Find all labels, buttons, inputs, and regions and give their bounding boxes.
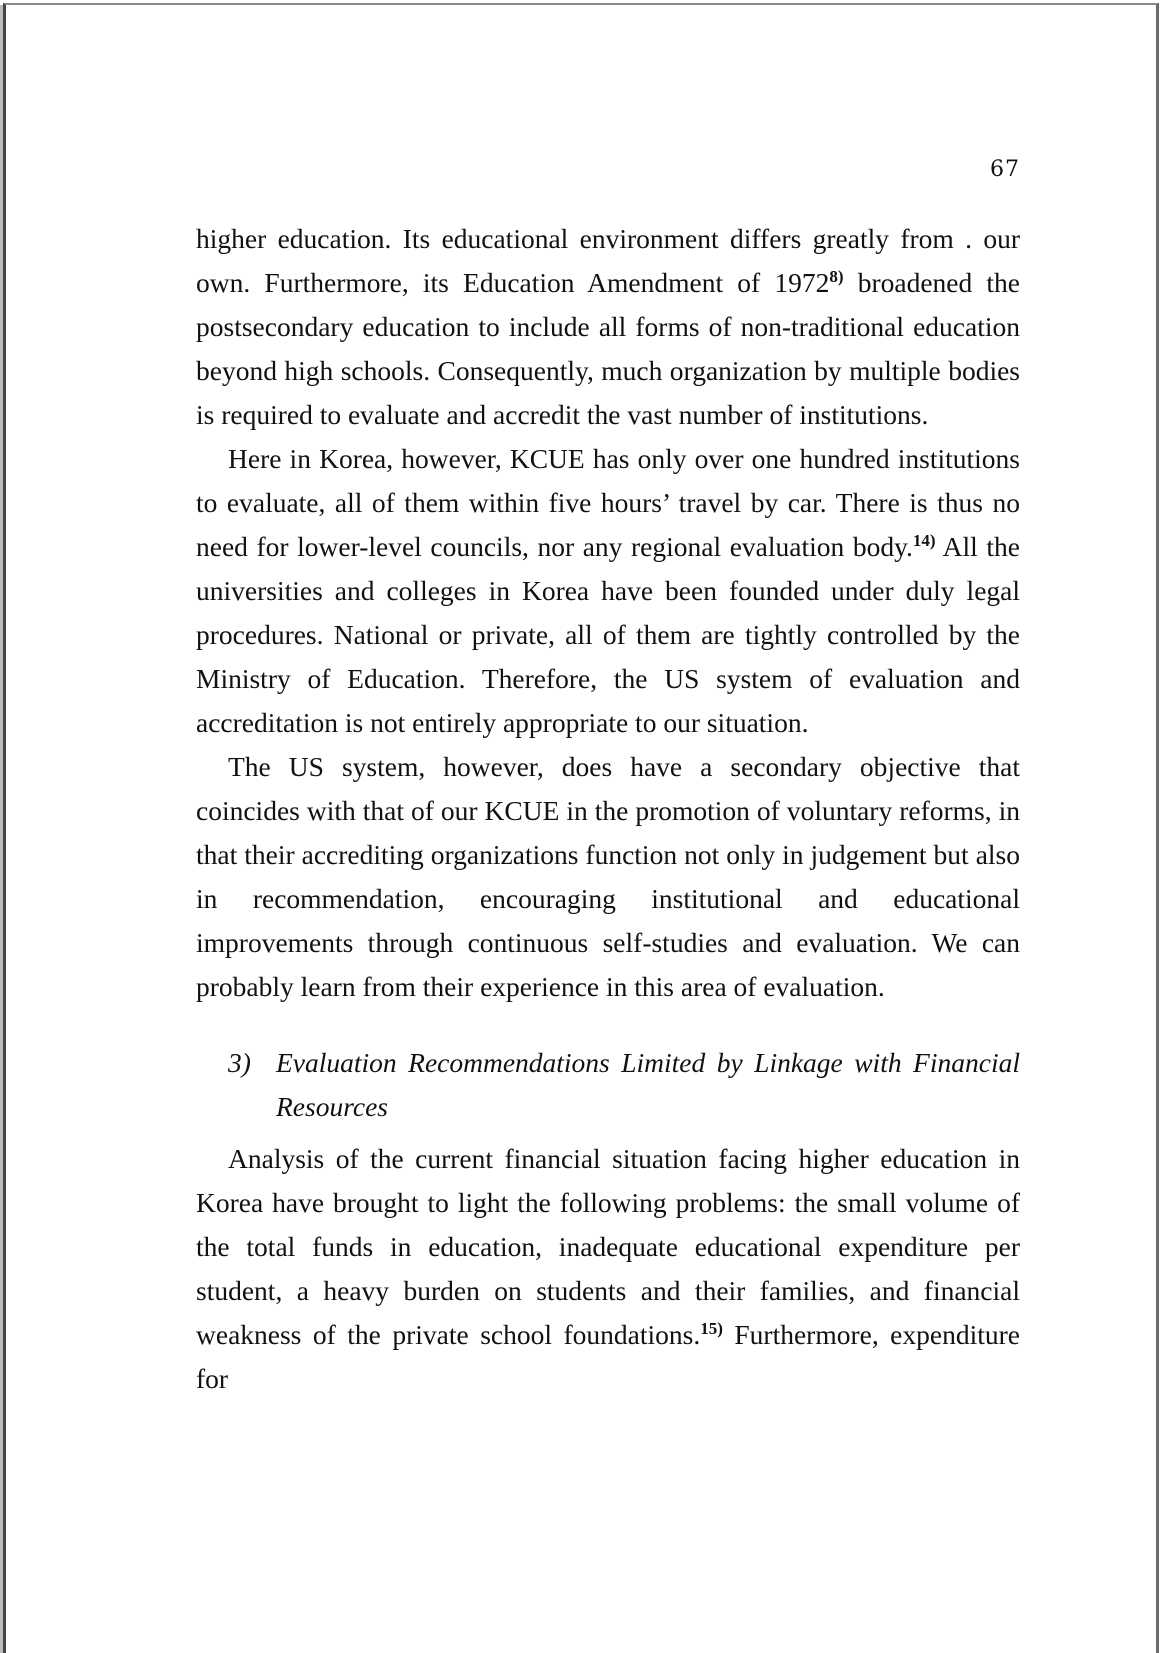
paragraph-3: The US system, however, does have a secondary objective that coincides with that of our KCUE in the promotion of voluntary reforms, in that their accrediting organizations function not only in judgement but also in recommendation, encouraging institutional and educational improvements through continuous self-studies and evaluation. We can probably learn from their experience in this area of evaluation. <box>196 751 1020 1002</box>
paragraph-4-part-a: Analysis of the current financial situation facing higher education in Korea have brought to light the following problems: the small volume of the total funds in education, inadequate educational expenditure per student, a heavy burden on students and their families, and financial weakness of the private school foundations. <box>196 1143 1020 1350</box>
paragraph-2-part-b: All the universities and colleges in Korea have been founded under duly legal procedures. National or private, all of them are tightly controlled by the Ministry of Education. Therefore, the US system of evaluation and accreditation is not entirely appropriate to our situation. <box>196 531 1020 738</box>
page <box>3 3 1159 1653</box>
paragraph-1-part-b: broadened the postsecondary education to include all forms of non-traditional education beyond high schools. Consequently, much organization by multiple bodies is required to evaluate and accredit the vast number of institutions. <box>196 267 1020 430</box>
page-number: 67 <box>990 157 1020 182</box>
paragraph-2 <box>196 437 1020 745</box>
section-number: 3) <box>228 1047 251 1078</box>
section-heading <box>196 1041 1020 1129</box>
body-text <box>196 217 1020 1401</box>
paragraph-1 <box>196 217 1020 437</box>
footnote-ref-15: 15) <box>700 1318 723 1338</box>
section-title: Evaluation Recommendations Limited by Linkage with Financial Resources <box>276 1047 1020 1122</box>
paragraph-4 <box>196 1137 1020 1401</box>
footnote-ref-8: 8) <box>829 266 844 286</box>
paragraph-2-part-a: Here in Korea, however, KCUE has only over one hundred institutions to evaluate, all of them within five hours’ travel by car. There is thus no need for lower-level councils, nor any regional evaluation body. <box>196 443 1020 562</box>
paragraph-1-part-a: higher education. Its educational environment differs greatly from . our own. Furthermore, its Education Amendment of 1972 <box>196 223 1020 298</box>
footnote-ref-14: 14) <box>912 530 936 550</box>
paragraph-4-part-b: Furthermore, expenditure for <box>196 1319 1020 1394</box>
